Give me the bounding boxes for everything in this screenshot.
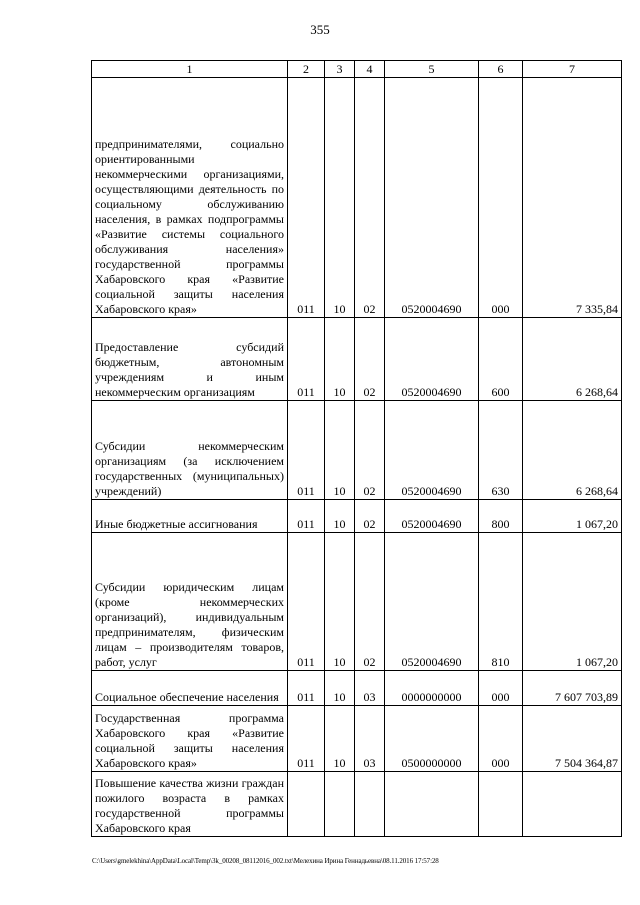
cell-amount: 6 268,64 <box>523 401 622 500</box>
row-name: предпринимателями, социально ориентированными некоммерческими организациями, осуществляющими деятельность по социальному обслуживанию населения, в рамках подпрограммы «Развитие системы социального обслуживания населения» государственной программы Хабаровского края «Развитие социальной защиты населения Хабаровского края» <box>92 78 288 318</box>
cell-section <box>325 772 355 837</box>
cell-subsection: 02 <box>355 500 385 533</box>
column-header: 7 <box>523 61 622 78</box>
row-name: Предоставление субсидий бюджетным, автономным учреждениям и иным некоммерческим организациям <box>92 318 288 401</box>
cell-section: 10 <box>325 671 355 706</box>
cell-amount: 7 504 364,87 <box>523 706 622 772</box>
cell-amount <box>523 772 622 837</box>
cell-ministry: 011 <box>288 500 325 533</box>
cell-target-item: 0520004690 <box>385 318 479 401</box>
row-name: Государственная программа Хабаровского края «Развитие социальной защиты населения Хабаровского края» <box>92 706 288 772</box>
cell-amount: 1 067,20 <box>523 500 622 533</box>
cell-subsection: 02 <box>355 401 385 500</box>
cell-amount: 7 607 703,89 <box>523 671 622 706</box>
table-row <box>92 706 622 772</box>
cell-subsection: 03 <box>355 706 385 772</box>
cell-amount: 6 268,64 <box>523 318 622 401</box>
column-header: 3 <box>325 61 355 78</box>
table-row <box>92 401 622 500</box>
table-row <box>92 772 622 837</box>
cell-ministry: 011 <box>288 671 325 706</box>
column-header: 1 <box>92 61 288 78</box>
cell-expense-type: 810 <box>479 533 523 671</box>
row-name: Субсидии некоммерческим организациям (за исключением государственных (муниципальных) учреждений) <box>92 401 288 500</box>
cell-ministry: 011 <box>288 706 325 772</box>
cell-target-item <box>385 772 479 837</box>
column-header: 4 <box>355 61 385 78</box>
column-number-row <box>92 61 622 78</box>
cell-subsection: 03 <box>355 671 385 706</box>
table-row <box>92 671 622 706</box>
cell-ministry <box>288 772 325 837</box>
cell-target-item: 0520004690 <box>385 401 479 500</box>
column-header: 5 <box>385 61 479 78</box>
cell-expense-type: 800 <box>479 500 523 533</box>
column-header: 2 <box>288 61 325 78</box>
cell-section: 10 <box>325 318 355 401</box>
cell-expense-type: 000 <box>479 671 523 706</box>
cell-section: 10 <box>325 500 355 533</box>
table-row <box>92 500 622 533</box>
table-row <box>92 533 622 671</box>
cell-expense-type: 600 <box>479 318 523 401</box>
cell-subsection <box>355 772 385 837</box>
cell-amount: 7 335,84 <box>523 78 622 318</box>
cell-ministry: 011 <box>288 533 325 671</box>
cell-subsection: 02 <box>355 318 385 401</box>
cell-target-item: 0520004690 <box>385 533 479 671</box>
cell-section: 10 <box>325 533 355 671</box>
column-header: 6 <box>479 61 523 78</box>
cell-ministry: 011 <box>288 318 325 401</box>
cell-target-item: 0500000000 <box>385 706 479 772</box>
cell-expense-type: 000 <box>479 706 523 772</box>
table-row <box>92 78 622 318</box>
table-row <box>92 318 622 401</box>
row-name: Иные бюджетные ассигнования <box>92 500 288 533</box>
page-number: 355 <box>310 22 330 37</box>
cell-ministry: 011 <box>288 401 325 500</box>
cell-subsection: 02 <box>355 533 385 671</box>
cell-ministry: 011 <box>288 78 325 318</box>
cell-amount: 1 067,20 <box>523 533 622 671</box>
cell-target-item: 0520004690 <box>385 500 479 533</box>
cell-section: 10 <box>325 78 355 318</box>
cell-section: 10 <box>325 706 355 772</box>
budget-table <box>91 60 622 837</box>
cell-target-item: 0000000000 <box>385 671 479 706</box>
file-path-footer: C:\Users\gmelekhina\AppData\Local\Temp\3k_00208_08112016_002.txt\Мелехина Ирина Геннадьевна\08.11.2016 17:57:28 <box>92 857 439 865</box>
row-name: Повышение качества жизни граждан пожилого возраста в рамках государственной программы Хабаровского края <box>92 772 288 837</box>
row-name: Субсидии юридическим лицам (кроме некоммерческих организаций), индивидуальным предпринимателям, физическим лицам – производителям товаров, работ, услуг <box>92 533 288 671</box>
cell-target-item: 0520004690 <box>385 78 479 318</box>
cell-subsection: 02 <box>355 78 385 318</box>
cell-section: 10 <box>325 401 355 500</box>
cell-expense-type: 000 <box>479 78 523 318</box>
cell-expense-type <box>479 772 523 837</box>
row-name: Социальное обеспечение населения <box>92 671 288 706</box>
cell-expense-type: 630 <box>479 401 523 500</box>
